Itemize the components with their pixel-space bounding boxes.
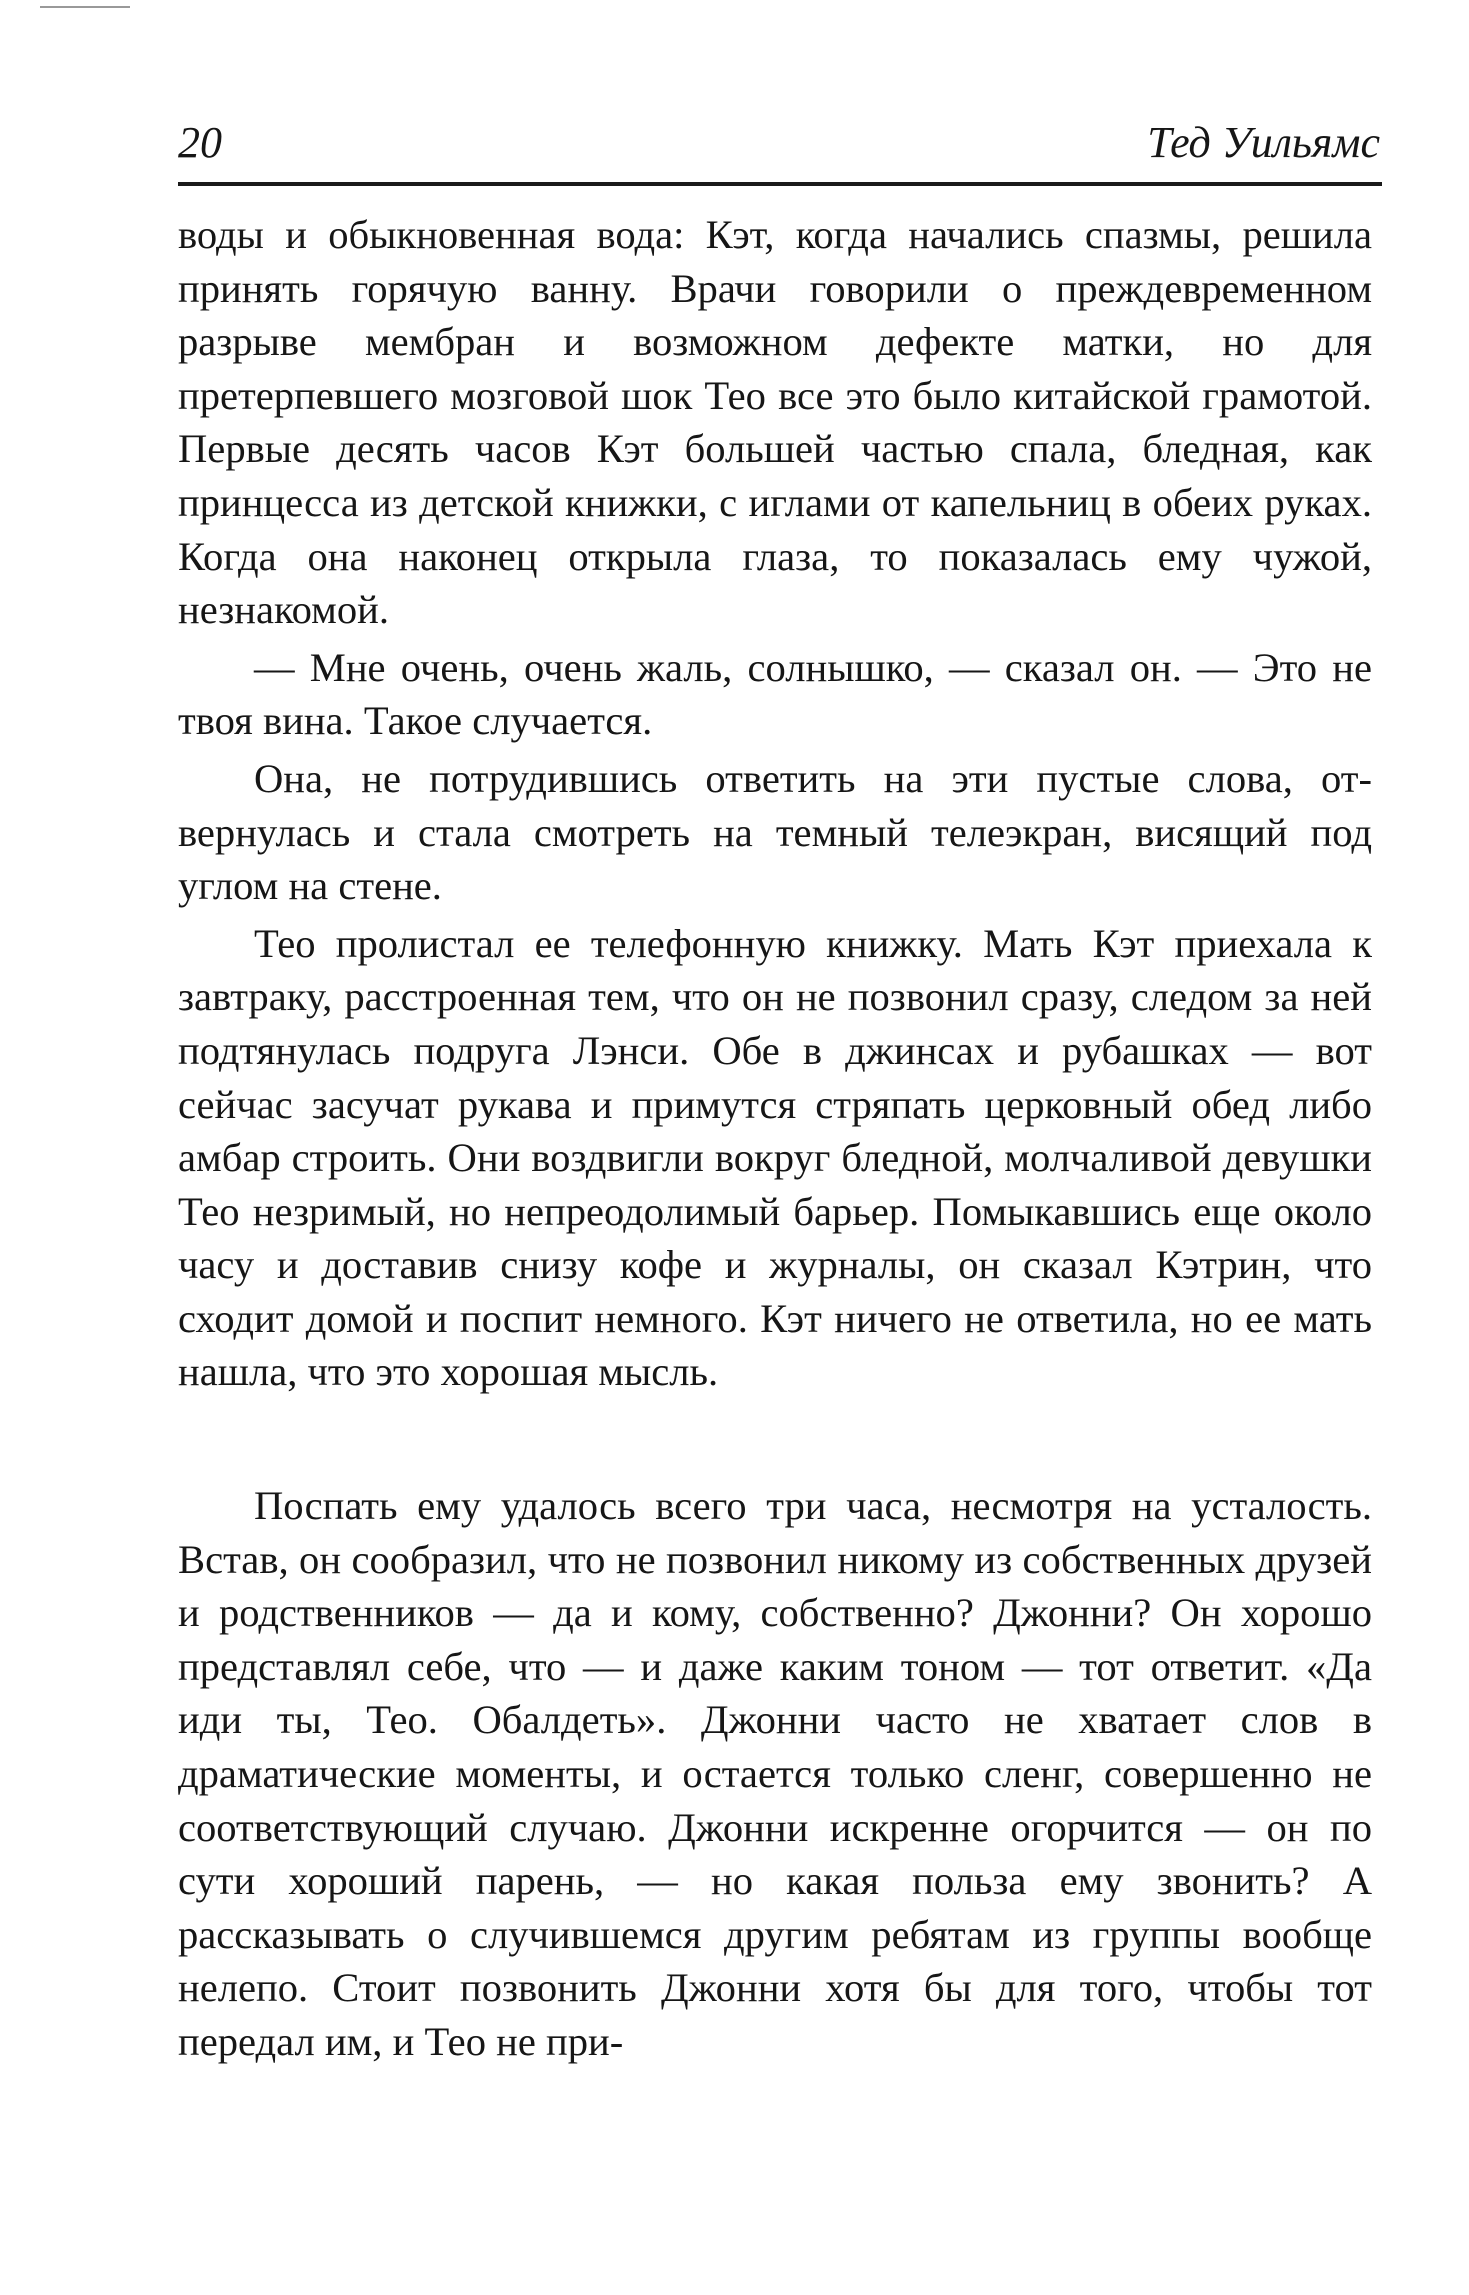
paragraph: — Мне очень, очень жаль, солнышко, — сказал он. — Это не твоя вина. Такое случается. [178,644,1372,744]
paragraph: воды и обыкновенная вода: Кэт, когда начались спазмы, решила принять горячую ванну. Врачи говорили о преждевременном разрыве мембран и возможном дефекте матки, но для претерпевшего мозговой шок Тео все это было китайской грамотой. Первые десять часов Кэт большей частью спала, бледная, как принцесса из детской книжки, с иглами от капельниц в обеих руках. Когда она наконец открыла глаза, то показалась ему чужой, незнакомой. [178,212,1372,633]
page-number: 20 [178,118,222,167]
scan-artifact [40,6,130,8]
paragraph: Она, не потрудившись ответить на эти пустые слова, отвернулась и стала смотреть на темный телеэкран, висящий под углом на стене. [178,755,1372,909]
header-rule [178,182,1382,186]
body-text [178,208,1372,2069]
paragraph: Тео пролистал ее телефонную книжку. Мать Кэт приехала к завтраку, расстроенная тем, что он не позвонил сразу, следом за ней подтянулась подруга Лэнси. Обе в джинсах и рубашках — вот сейчас засучат рукава и примутся стряпать церковный обед либо амбар строить. Они воздвигли вокруг бледной, молчаливой девушки Тео незримый, но непреодолимый барьер. Помыкавшись еще около часу и доставив снизу кофе и журналы, он сказал Кэтрин, что сходит домой и поспит немного. Кэт ничего не ответила, но ее мать нашла, что это хорошая мысль. [178,920,1372,1395]
running-head: Тед Уильямс [1147,118,1380,167]
page-header [178,108,1380,178]
paragraph: Поспать ему удалось всего три часа, несмотря на усталость. Встав, он сообразил, что не позвонил никому из собственных друзей и родственников — да и кому, собственно? Джонни? Он хорошо представлял себе, что — и даже каким тоном — тот ответит. «Да иди ты, Тео. Обалдеть». Джонни часто не хватает слов в драматические моменты, и остается только сленг, совершенно не соответствующий случаю. Джонни искренне огорчится — он по сути хороший парень, — но какая польза ему звонить? А рассказывать о случившемся другим ребятам из группы вообще нелепо. Стоит позвонить Джонни хотя бы для того, чтобы тот передал им, и Тео не при- [178,1483,1372,2064]
